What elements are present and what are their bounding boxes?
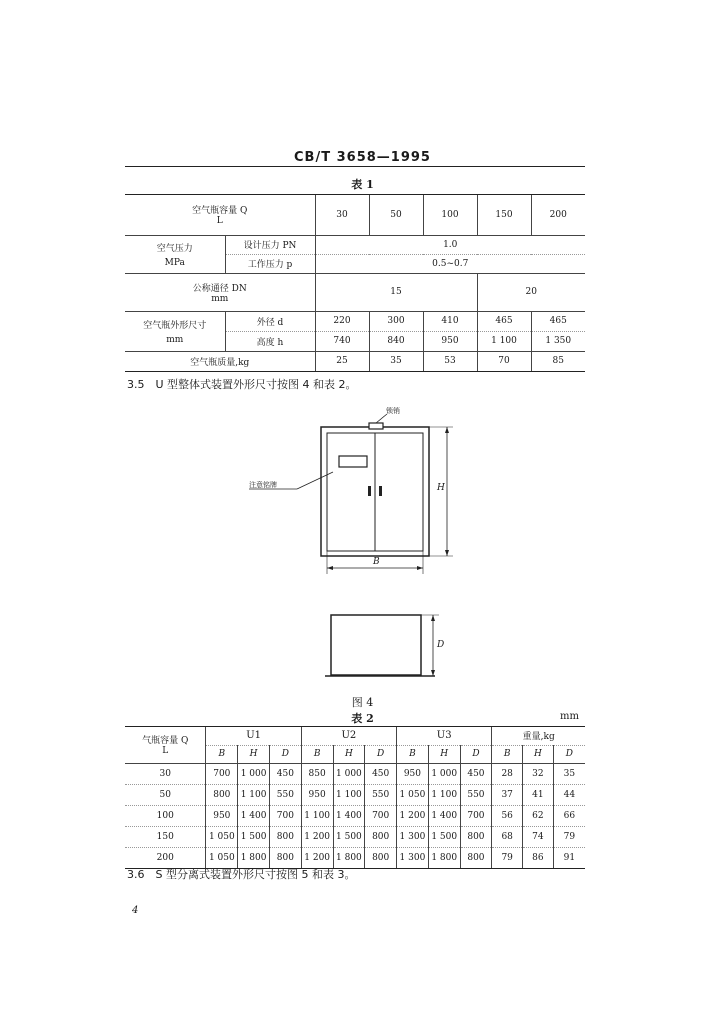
sub-header: H <box>428 745 460 763</box>
sub-header: B <box>206 745 238 763</box>
outer-diameter-value: 220 <box>315 311 369 331</box>
cell: 1 800 <box>428 847 460 868</box>
outer-diameter-value: 300 <box>369 311 423 331</box>
cell: 1 400 <box>428 805 460 826</box>
cell: 950 <box>397 763 429 784</box>
sub-header: D <box>269 745 301 763</box>
height-value: 740 <box>315 331 369 351</box>
figure-4-caption: 图 4 <box>351 696 374 709</box>
sub-header: H <box>238 745 270 763</box>
mass-value: 53 <box>423 351 477 371</box>
table-row <box>125 805 585 826</box>
table1-row-mass <box>125 351 585 371</box>
cell: 79 <box>492 847 523 868</box>
right-handle <box>379 486 382 496</box>
cell: 1 100 <box>428 784 460 805</box>
capacity-value: 200 <box>531 195 585 235</box>
cell: 1 050 <box>206 826 238 847</box>
section-3-5: 3.5 U 型整体式装置外形尺寸按图 4 和表 2。 <box>127 378 357 391</box>
cell: 800 <box>365 847 397 868</box>
dims-group-unit: mm <box>166 334 184 345</box>
cell: 450 <box>365 763 397 784</box>
cell: 800 <box>460 826 492 847</box>
row-capacity: 100 <box>125 805 206 826</box>
cell: 28 <box>492 763 523 784</box>
cell: 1 000 <box>333 763 365 784</box>
table2-unit: mm <box>560 711 579 722</box>
cell: 1 100 <box>333 784 365 805</box>
cell: 950 <box>206 805 238 826</box>
cell: 86 <box>523 847 554 868</box>
cell: 44 <box>553 784 585 805</box>
cell: 550 <box>269 784 301 805</box>
t2-capacity-unit: L <box>162 746 169 757</box>
cell: 1 400 <box>333 805 365 826</box>
cell: 450 <box>460 763 492 784</box>
cell: 1 300 <box>397 826 429 847</box>
table2-group-row <box>125 727 585 745</box>
cell: 56 <box>492 805 523 826</box>
height-value: 840 <box>369 331 423 351</box>
cell: 800 <box>269 847 301 868</box>
cell: 79 <box>553 826 585 847</box>
cell: 1 800 <box>238 847 270 868</box>
sub-header: B <box>492 745 523 763</box>
sub-header: D <box>365 745 397 763</box>
table-row <box>125 784 585 805</box>
group-u2: U2 <box>301 727 396 745</box>
mass-value: 35 <box>369 351 423 371</box>
header-rule <box>125 166 585 167</box>
capacity-value: 100 <box>423 195 477 235</box>
table-row <box>125 763 585 784</box>
pressure-group-label: 空气压力 <box>156 243 193 254</box>
lock-pin <box>369 423 383 429</box>
cell: 800 <box>365 826 397 847</box>
nominal-label: 公称通径 DN <box>192 283 247 294</box>
height-value: 1 100 <box>477 331 531 351</box>
table1-row-capacity <box>125 195 585 235</box>
pressure-group-unit: MPa <box>164 257 185 268</box>
group-weight: 重量,kg <box>492 727 585 745</box>
height-value: 1 350 <box>531 331 585 351</box>
cell: 700 <box>365 805 397 826</box>
capacity-label: 空气瓶容量 Q <box>192 206 248 217</box>
sub-header: D <box>553 745 585 763</box>
cell: 700 <box>460 805 492 826</box>
table-row <box>125 826 585 847</box>
table-row <box>125 847 585 868</box>
section-3-6: 3.6 S 型分离式装置外形尺寸按图 5 和表 3。 <box>127 868 356 881</box>
capacity-value: 50 <box>369 195 423 235</box>
cell: 550 <box>460 784 492 805</box>
capacity-value: 150 <box>477 195 531 235</box>
nominal-value-b: 20 <box>477 273 585 311</box>
table2-caption: 表 2 <box>351 712 374 725</box>
outer-diameter-label: 外径 d <box>225 311 315 331</box>
cell: 1 000 <box>428 763 460 784</box>
nameplate-window <box>339 456 367 467</box>
cell: 91 <box>553 847 585 868</box>
group-u3: U3 <box>397 727 492 745</box>
cell: 1 200 <box>301 847 333 868</box>
table1-row-outer-diameter <box>125 311 585 331</box>
design-pressure-value: 1.0 <box>315 235 585 254</box>
row-capacity: 150 <box>125 826 206 847</box>
cell: 1 300 <box>397 847 429 868</box>
sub-header: D <box>460 745 492 763</box>
label-nameplate: 注意铭牌 <box>249 481 277 489</box>
cell: 700 <box>206 763 238 784</box>
cell: 32 <box>523 763 554 784</box>
table1-caption: 表 1 <box>351 178 374 191</box>
page-number: 4 <box>132 905 139 916</box>
cell: 1 100 <box>238 784 270 805</box>
cell: 1 400 <box>238 805 270 826</box>
cell: 37 <box>492 784 523 805</box>
outer-diameter-value: 410 <box>423 311 477 331</box>
row-capacity: 50 <box>125 784 206 805</box>
height-value: 950 <box>423 331 477 351</box>
cell: 800 <box>269 826 301 847</box>
cell: 74 <box>523 826 554 847</box>
mass-value: 85 <box>531 351 585 371</box>
left-handle <box>368 486 371 496</box>
cell: 800 <box>206 784 238 805</box>
outer-diameter-value: 465 <box>531 311 585 331</box>
sub-header: B <box>397 745 429 763</box>
cell: 1 100 <box>301 805 333 826</box>
table1-row-nominal <box>125 273 585 311</box>
cell: 1 500 <box>238 826 270 847</box>
cell: 1 500 <box>333 826 365 847</box>
cell: 62 <box>523 805 554 826</box>
row-capacity: 30 <box>125 763 206 784</box>
dim-label-b: B <box>373 557 380 567</box>
cell: 68 <box>492 826 523 847</box>
cell: 450 <box>269 763 301 784</box>
cell: 41 <box>523 784 554 805</box>
mass-value: 70 <box>477 351 531 371</box>
cell: 1 200 <box>301 826 333 847</box>
mass-label: 空气瓶质量,kg <box>125 351 315 371</box>
cell: 850 <box>301 763 333 784</box>
cell: 700 <box>269 805 301 826</box>
nominal-unit: mm <box>211 293 229 304</box>
sub-header: B <box>301 745 333 763</box>
cell: 1 200 <box>397 805 429 826</box>
dims-group-label: 空气瓶外形尺寸 <box>143 320 207 331</box>
cell: 800 <box>460 847 492 868</box>
working-pressure-label: 工作压力 p <box>225 254 315 273</box>
cell: 1 500 <box>428 826 460 847</box>
working-pressure-value: 0.5~0.7 <box>315 254 585 273</box>
cell: 1 000 <box>238 763 270 784</box>
cell: 950 <box>301 784 333 805</box>
t2-capacity-label: 气瓶容量 Q <box>142 736 189 747</box>
cell: 35 <box>553 763 585 784</box>
dim-label-h: H <box>437 483 445 493</box>
group-u1: U1 <box>206 727 301 745</box>
standard-code: CB/T 3658—1995 <box>294 150 431 165</box>
cell: 1 800 <box>333 847 365 868</box>
table1 <box>125 195 585 372</box>
height-label: 高度 h <box>225 331 315 351</box>
side-view-outline <box>331 615 421 675</box>
nominal-value-a: 15 <box>315 273 477 311</box>
table1-row-design-pressure <box>125 235 585 254</box>
capacity-unit: L <box>216 216 223 227</box>
table2 <box>125 727 585 869</box>
row-capacity: 200 <box>125 847 206 868</box>
cell: 1 050 <box>206 847 238 868</box>
outer-diameter-value: 465 <box>477 311 531 331</box>
cell: 550 <box>365 784 397 805</box>
sub-header: H <box>523 745 554 763</box>
window-leader <box>297 472 333 489</box>
design-pressure-label: 设计压力 PN <box>225 235 315 254</box>
cell: 1 050 <box>397 784 429 805</box>
cell: 66 <box>553 805 585 826</box>
dim-label-d: D <box>437 640 445 650</box>
label-lock-pin: 锁销 <box>386 407 400 415</box>
sub-header: H <box>333 745 365 763</box>
mass-value: 25 <box>315 351 369 371</box>
capacity-value: 30 <box>315 195 369 235</box>
